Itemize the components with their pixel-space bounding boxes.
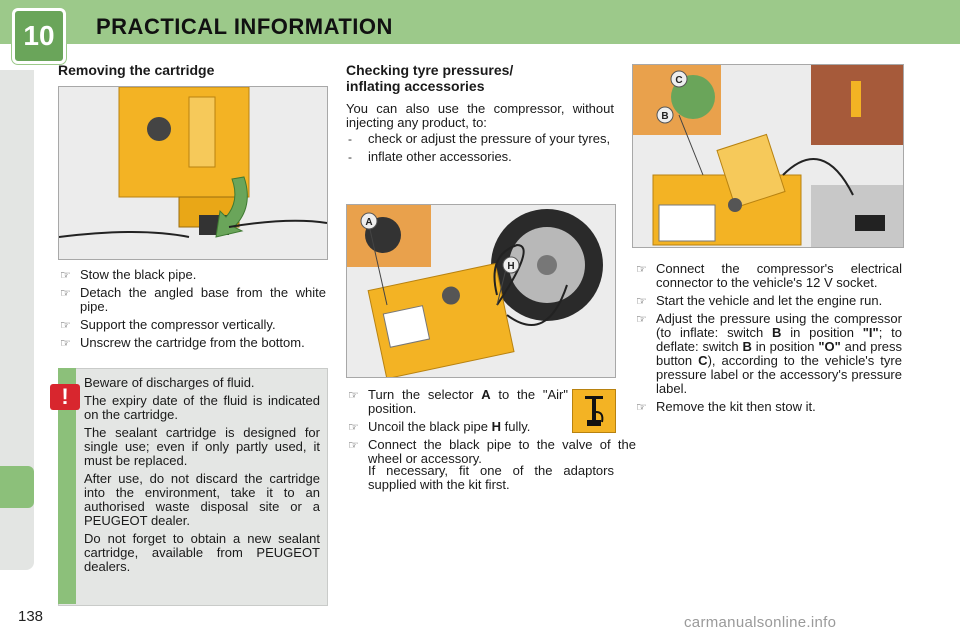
label-c: C [675, 75, 683, 86]
pointer-hand-icon: ☞ [636, 294, 647, 308]
list-item: ☞ Unscrew the cartridge from the bottom. [60, 335, 305, 350]
air-steps-list [346, 387, 636, 470]
warning-text: Beware of discharges of fluid. The expiry date of the fluid is indicated on the cartridge. The sealant cartridge is designed for single use; even if only partly used, it must be replaced. After use, do not discard the cartridge into the environment, take it to an authorised waste disposal site or a PEUGEOT dealer. Do not forget to obtain a new sealant cartridge, available from PEUGEOT dealers. [84, 375, 320, 574]
pointer-hand-icon: ☞ [60, 286, 71, 300]
label-a: A [365, 217, 373, 228]
label-h: H [507, 261, 515, 272]
list-item: ☞ Uncoil the black pipe H fully. [348, 419, 531, 434]
list-item: ☞ Start the vehicle and let the engine run. [636, 293, 883, 308]
pointer-hand-icon: ☞ [60, 318, 71, 332]
uses-list [346, 132, 614, 168]
compressor-controls-illustration [633, 65, 903, 247]
figure-compressor-controls [632, 64, 904, 248]
watermark: carmanualsonline.info [684, 614, 837, 631]
list-item: - inflate other accessories. [348, 149, 512, 164]
page-title: PRACTICAL INFORMATION [96, 14, 393, 39]
pointer-hand-icon: ☞ [60, 336, 71, 350]
adaptor-note: If necessary, fit one of the adaptors supplied with the kit first. [368, 463, 614, 492]
chapter-tab[interactable] [0, 466, 34, 508]
list-item: ☞ Stow the black pipe. [60, 267, 197, 282]
dash-icon: - [348, 150, 352, 164]
warning-icon: ! [50, 384, 80, 410]
pointer-hand-icon: ☞ [636, 262, 647, 276]
chapter-badge: 10 [12, 8, 66, 64]
list-item: ☞ Detach the angled base from the white pipe. [60, 285, 326, 314]
label-b: B [661, 111, 669, 122]
list-item: ☞ Remove the kit then stow it. [636, 399, 816, 414]
list-item: - check or adjust the pressure of your tyres, [348, 131, 611, 146]
list-item: ☞ Support the compressor vertically. [60, 317, 276, 332]
cartridge-illustration [59, 87, 327, 259]
list-item: ☞ Turn the selector A to the "Air" position. [348, 387, 568, 416]
pointer-hand-icon: ☞ [348, 438, 359, 452]
pointer-hand-icon: ☞ [60, 268, 71, 282]
section-title-removing-cartridge: Removing the cartridge [58, 62, 215, 78]
pump-icon [572, 389, 616, 433]
compressor-wheel-illustration [347, 205, 615, 377]
pump-glyph [573, 390, 615, 432]
inflation-steps-list [634, 262, 902, 418]
intro-text: You can also use the compressor, without injecting any product, to: [346, 101, 614, 130]
section-title-tyre-pressures: Checking tyre pressures/ inflating accessories [346, 62, 514, 94]
pointer-hand-icon: ☞ [348, 420, 359, 434]
list-item: ☞ Connect the compressor's electrical connector to the vehicle's 12 V socket. [636, 261, 902, 290]
figure-compressor-wheel [346, 204, 616, 378]
list-item: ☞ Adjust the pressure using the compressor (to inflate: switch B in position "I"; to deflate: switch B in position "O" and press button C), according to the vehicle's tyre pressure label or the accessory's pressure label. [636, 311, 902, 396]
dash-icon: - [348, 132, 352, 146]
pointer-hand-icon: ☞ [348, 388, 359, 402]
pointer-hand-icon: ☞ [636, 312, 647, 326]
figure-cartridge-removal [58, 86, 328, 260]
page-number: 138 [18, 608, 44, 625]
pointer-hand-icon: ☞ [636, 400, 647, 414]
removing-steps-list [58, 268, 326, 354]
list-item: ☞ Connect the black pipe to the valve of the wheel or accessory. [348, 437, 636, 466]
